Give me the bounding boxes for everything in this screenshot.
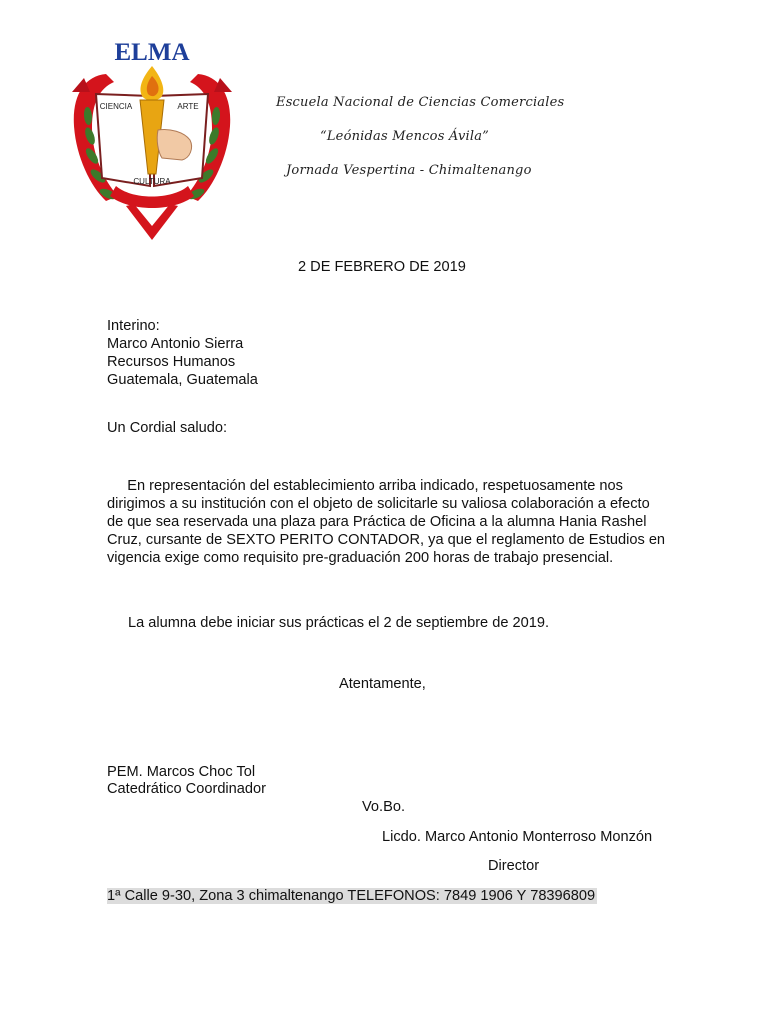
letter-date: 2 DE FEBRERO DE 2019 — [298, 259, 466, 275]
footer-address — [107, 887, 597, 905]
approver-title: Director — [488, 858, 540, 874]
crest-ribbon-tail — [126, 204, 178, 240]
approval-label: Vo.Bo. — [362, 799, 406, 815]
signer-name: PEM. Marcos Choc Tol — [107, 764, 256, 780]
signer-title: Catedrático Coordinador — [107, 781, 266, 797]
school-name: Escuela Nacional de Ciencias Comerciales — [276, 95, 565, 110]
school-honoree: “Leónidas Mencos Ávila” — [320, 129, 490, 144]
body-paragraph-1: En representación del establecimiento arriba indicado, respetuosamente nos dirigimos a su institución con el objeto de solicitarle su valiosa colaboración a efecto de que sea reservada una plaza para Práctica de Oficina a la alumna Hania Rashel Cruz, cursante de SEXTO PERITO CONTADOR, ya que el reglamento de Estudios en vigencia exige como requisito pre-graduación 200 horas de trabajo presencial. — [107, 478, 666, 566]
book-right-label: ARTE — [177, 102, 199, 111]
logo-title: ELMA — [114, 39, 190, 66]
crest-bottom-banner — [110, 186, 194, 208]
greeting: Un Cordial saludo: — [107, 420, 228, 436]
school-schedule: Jornada Vespertina - Chimaltenango — [286, 163, 532, 178]
recipient-line-4: Guatemala, Guatemala — [107, 372, 258, 388]
book-bottom-label: CULTURA — [133, 177, 171, 186]
recipient-line-3: Recursos Humanos — [107, 354, 236, 370]
footer-address-text: 1ª Calle 9-30, Zona 3 chimaltenango TELEFONOS: 7849 1906 Y 78396809 — [107, 888, 596, 904]
closing: Atentamente, — [339, 676, 426, 692]
body-paragraph-2: La alumna debe iniciar sus prácticas el 2 de septiembre de 2019. — [128, 615, 550, 631]
approver-name: Licdo. Marco Antonio Monterroso Monzón — [382, 829, 653, 845]
book-left-label: CIENCIA — [99, 102, 133, 111]
school-crest-logo — [66, 36, 238, 244]
recipient-line-1: Interino: — [107, 318, 160, 334]
recipient-line-2: Marco Antonio Sierra — [107, 336, 244, 352]
